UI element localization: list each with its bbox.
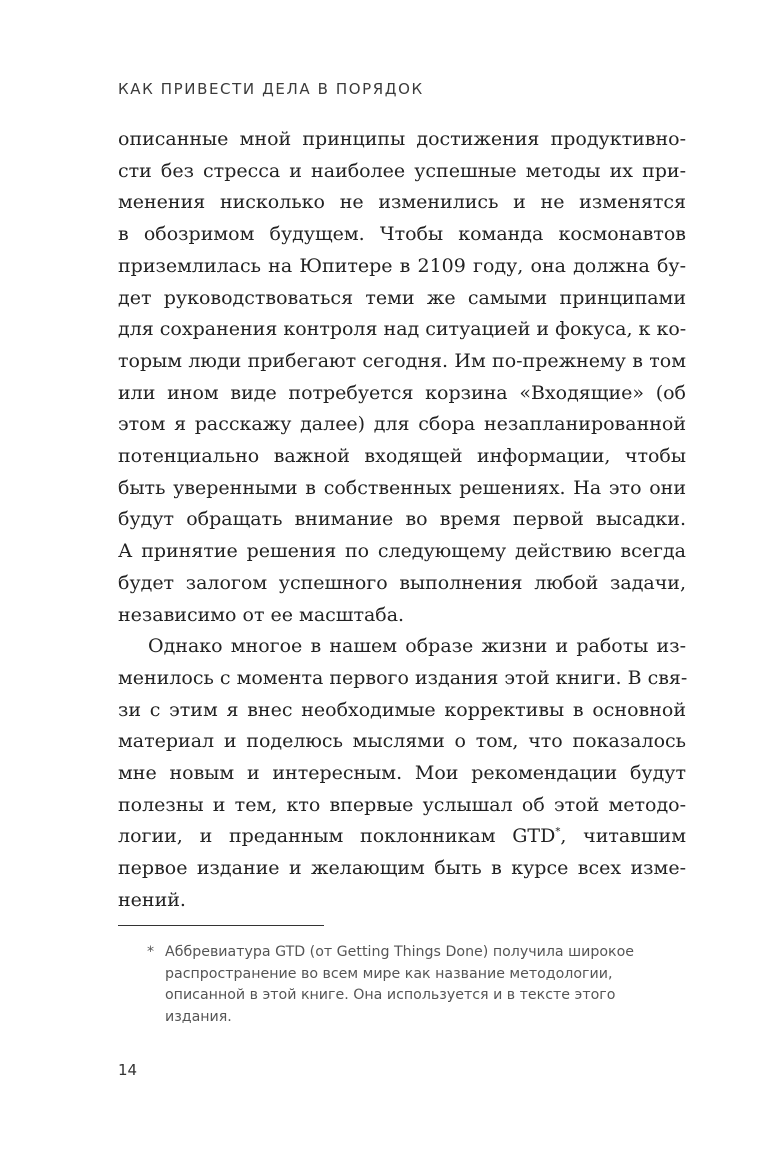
- text-line: менения нисколько не изменились и не изменятся: [118, 191, 686, 214]
- footnote-mark: *: [147, 944, 155, 960]
- text-line-with-footnote-ref: [118, 821, 686, 853]
- text-line: или ином виде потребуется корзина «Входящие» (об: [118, 381, 686, 404]
- text-line: А принятие решения по следующему действию всегда: [118, 540, 686, 563]
- body-text: [118, 124, 686, 917]
- running-head: КАК ПРИВЕСТИ ДЕЛА В ПОРЯДОК: [118, 80, 424, 98]
- text-line: Однако многое в нашем образе жизни и работы из-: [148, 635, 686, 658]
- text-line: полезны и тем, кто впервые услышал об этой методо-: [118, 793, 686, 816]
- text-line: независимо от ее масштаба.: [118, 603, 405, 626]
- page-number: 14: [118, 1061, 138, 1079]
- text-line: приземлилась на Юпитере в 2109 году, она должна бу-: [118, 254, 686, 277]
- text-line: описанные мной принципы достижения продуктивно-: [118, 128, 686, 150]
- paragraph-1: [118, 124, 686, 631]
- text-line: зи с этим я внес необходимые коррективы в основной: [118, 698, 686, 721]
- text-line: будет залогом успешного выполнения любой задачи,: [118, 571, 686, 594]
- footnote-divider: [118, 925, 324, 926]
- text-line: для сохранения контроля над ситуацией и фокуса, к ко-: [118, 318, 687, 341]
- footnote: [147, 942, 692, 1028]
- footnote-line: издания.: [165, 1008, 232, 1025]
- text-segment: логии, и преданным поклонникам GTD: [118, 825, 556, 848]
- footnote-line: описанной в этой книге. Она используется и в тексте этого: [165, 987, 616, 1003]
- text-line: менилось с момента первого издания этой книги. В свя-: [118, 666, 688, 689]
- paragraph-2: [118, 631, 686, 916]
- text-line: нений.: [118, 888, 186, 911]
- text-line: дет руководствоваться теми же самыми принципами: [118, 286, 686, 309]
- text-line: первое издание и желающим быть в курсе всех изме-: [118, 857, 686, 880]
- footnote-line: Аббревиатура GTD (от Getting Things Done) получила широкое: [165, 944, 634, 960]
- text-line: торым люди прибегают сегодня. Им по-прежнему в том: [118, 349, 686, 372]
- text-line: этом я расскажу далее) для сбора незапланированной: [118, 413, 686, 436]
- footnote-text: [165, 942, 692, 1028]
- footnote-line: распространение во всем мире как название методологии,: [165, 965, 613, 982]
- text-segment: , читавшим: [560, 825, 686, 848]
- text-line: быть уверенными в собственных решениях. На это они: [118, 476, 686, 499]
- text-line: мне новым и интересным. Мои рекомендации будут: [118, 762, 686, 785]
- text-line: будут обращать внимание во время первой высадки.: [118, 508, 686, 531]
- text-line: в обозримом будущем. Чтобы команда космонавтов: [118, 223, 686, 246]
- footnote-reference[interactable]: *: [555, 827, 561, 839]
- text-line: потенциально важной входящей информации, чтобы: [118, 445, 686, 468]
- text-line: материал и поделюсь мыслями о том, что показалось: [118, 730, 686, 753]
- text-line: сти без стресса и наиболее успешные методы их при-: [118, 159, 686, 182]
